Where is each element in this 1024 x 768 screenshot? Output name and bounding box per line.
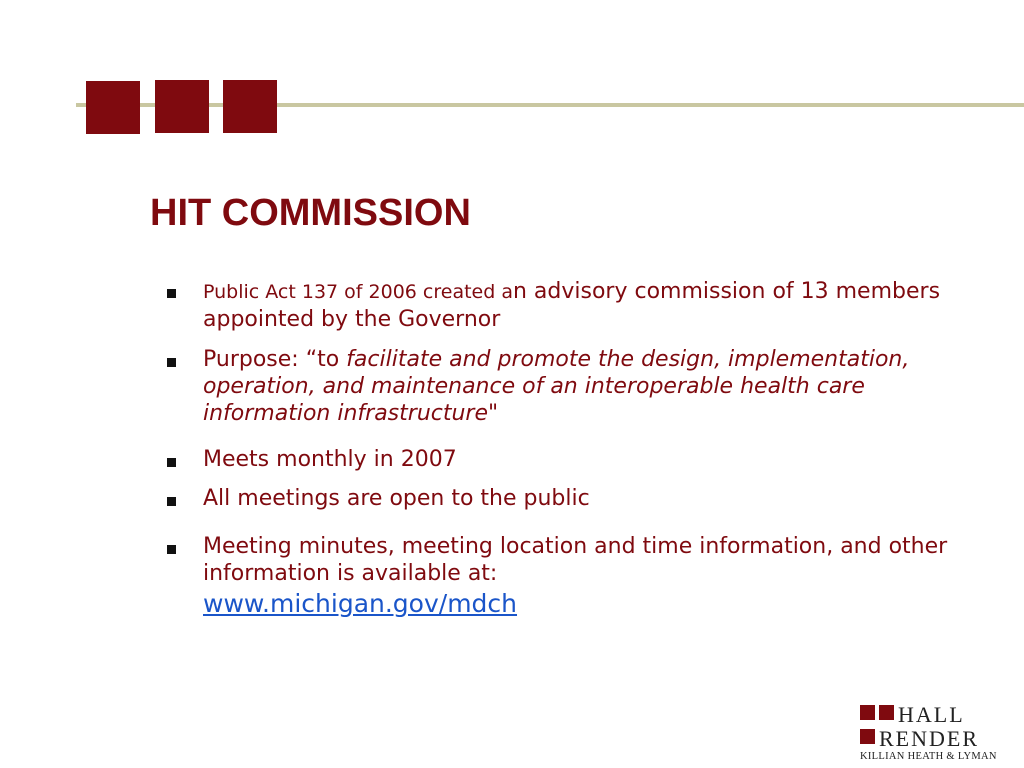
- bullet-purpose: [203, 346, 963, 427]
- decorative-square-2: [155, 80, 209, 133]
- bullet-purpose-italic: facilitate and promote the design, implementation, operation, and maintenance of an interoperable health care information infrastructure: [203, 347, 910, 426]
- bullet-minutes: [203, 533, 963, 621]
- bullet-meets-monthly-text: Meets monthly in 2007: [203, 447, 457, 472]
- logo-square-icon: [860, 729, 875, 744]
- logo-tagline: KILLIAN HEATH & LYMAN: [860, 751, 997, 762]
- bullet-public-act-part1: Public Act 137 of 2006 created a: [203, 281, 513, 303]
- header-rule: [76, 103, 1024, 107]
- mdch-link[interactable]: www.michigan.gov/mdch: [203, 589, 518, 618]
- bullet-public-act: [203, 278, 963, 333]
- bullet-open-meetings: [203, 485, 963, 512]
- bullet-square-icon: [167, 497, 176, 506]
- decorative-square-1: [86, 81, 140, 134]
- logo-square-icon: [879, 705, 894, 720]
- slide-title: HIT COMMISSION: [150, 192, 471, 234]
- bullet-purpose-prefix: Purpose: “to: [203, 347, 347, 372]
- logo-square-icon: [860, 705, 875, 720]
- bullet-square-icon: [167, 545, 176, 554]
- bullet-minutes-text: Meeting minutes, meeting location and time information, and other information is available at:: [203, 534, 948, 586]
- bullet-open-meetings-text: All meetings are open to the public: [203, 486, 590, 511]
- bullet-square-icon: [167, 358, 176, 367]
- bullet-square-icon: [167, 289, 176, 298]
- bullet-purpose-suffix: ": [488, 401, 499, 426]
- logo-word-render: RENDER: [879, 726, 979, 751]
- bullet-public-act-part2: n advisory commission of 13 members appointed by the Governor: [203, 279, 941, 332]
- logo-word-hall: HALL: [898, 702, 965, 727]
- hall-render-logo: [857, 703, 1017, 763]
- decorative-square-3: [223, 80, 277, 133]
- bullet-square-icon: [167, 458, 176, 467]
- bullet-meets-monthly: [203, 446, 963, 473]
